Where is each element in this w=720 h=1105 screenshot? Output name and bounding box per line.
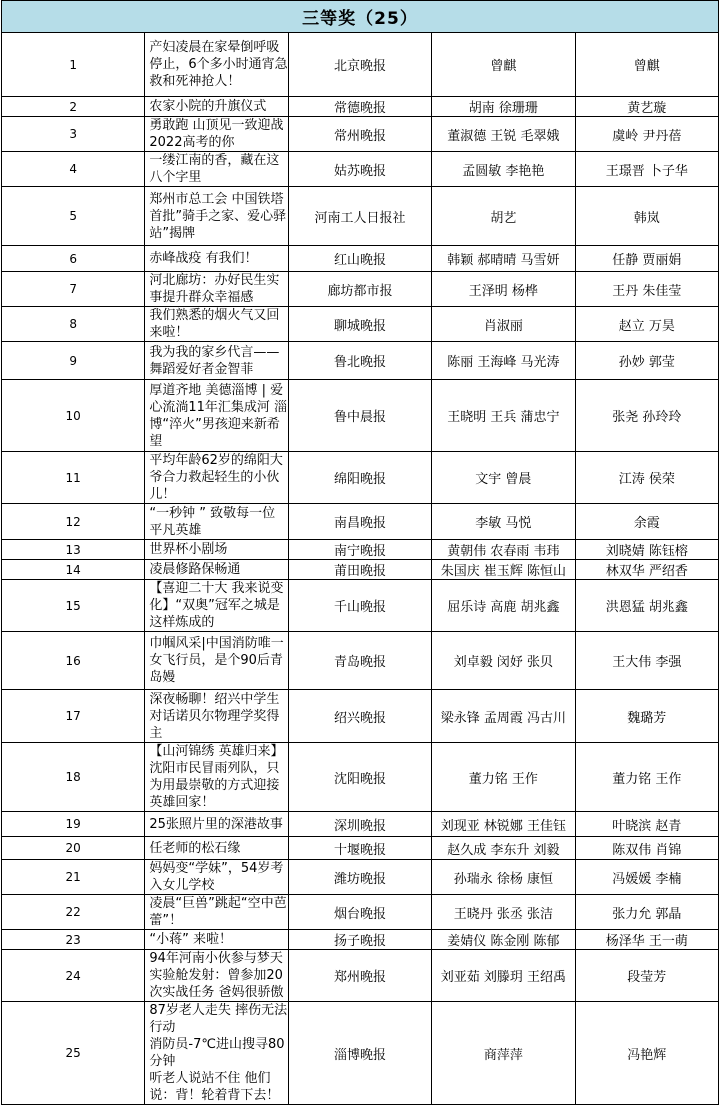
row-editors: 江涛 侯荣 bbox=[618, 472, 675, 487]
row-authors: 刘现亚 林锐娜 王佳钰 bbox=[440, 818, 566, 834]
row-number: 14 bbox=[65, 562, 81, 577]
row-title: 农家小院的升旗仪式 bbox=[149, 99, 267, 114]
row-newspaper: 潍坊晚报 bbox=[333, 871, 386, 887]
table-title: 三等奖（25） bbox=[2, 1, 719, 33]
row-newspaper: 北京晚报 bbox=[333, 59, 386, 74]
row-title: “一秒钟 ” 致敬每一位平凡英雄 bbox=[149, 505, 276, 538]
table-row bbox=[2, 837, 719, 860]
table-row bbox=[2, 117, 719, 152]
row-editors: 黄艺璇 bbox=[627, 101, 667, 116]
row-title: 【喜迎二十大 我来说变化】“双奥”冠军之城是这样炼成的 bbox=[149, 581, 284, 630]
row-editors: 刘晓婧 陈钰榕 bbox=[605, 544, 688, 559]
table-row bbox=[2, 342, 719, 380]
row-editors: 王璟晋 卜子华 bbox=[605, 163, 688, 179]
row-title: 厚道齐地 美德淄博 | 爱心流淌11年汇集成河 淄博“淬火”男孩迎来新希望 bbox=[149, 382, 288, 449]
row-title: 产妇凌晨在家晕倒呼吸停止，6个多小时通宵急救和死神抢人！ bbox=[149, 40, 288, 89]
row-authors: 孙瑞永 徐杨 康恒 bbox=[453, 871, 553, 887]
row-authors: 李敏 马悦 bbox=[475, 516, 532, 531]
row-editors: 余霞 bbox=[633, 516, 660, 531]
row-editors: 叶晓滨 赵青 bbox=[612, 818, 682, 834]
row-editors: 任静 贾丽娟 bbox=[612, 253, 682, 268]
row-editors: 张力允 郭晶 bbox=[612, 906, 682, 922]
row-number: 12 bbox=[65, 514, 81, 529]
row-editors: 魏璐芳 bbox=[627, 710, 667, 726]
row-editors: 陈双伟 肖锦 bbox=[612, 842, 682, 858]
row-newspaper: 沈阳晚报 bbox=[333, 771, 386, 787]
table-row bbox=[2, 152, 719, 187]
table-row bbox=[2, 632, 719, 690]
row-newspaper: 姑苏晚报 bbox=[333, 163, 386, 179]
row-number: 15 bbox=[65, 598, 81, 613]
row-newspaper: 南昌晚报 bbox=[333, 516, 386, 531]
row-title: 25张照片里的深港故事 bbox=[149, 816, 283, 832]
table-row bbox=[2, 860, 719, 895]
row-number: 25 bbox=[65, 1046, 81, 1060]
row-authors: 王泽明 杨桦 bbox=[468, 283, 538, 299]
table-row bbox=[2, 930, 719, 950]
row-authors: 董力铭 王作 bbox=[468, 771, 538, 787]
row-number: 16 bbox=[65, 653, 81, 668]
table-row bbox=[2, 307, 719, 342]
row-number: 19 bbox=[65, 817, 81, 831]
table-row bbox=[2, 272, 719, 307]
row-title: 勇敢跑 山顶见一致迎战2022高考的你 bbox=[149, 118, 284, 150]
row-number: 20 bbox=[65, 841, 81, 855]
row-number: 17 bbox=[65, 709, 81, 723]
row-number: 5 bbox=[69, 209, 78, 223]
row-editors: 段莹芳 bbox=[627, 970, 667, 985]
row-editors: 虞岭 尹丹蓓 bbox=[612, 128, 682, 144]
award-table bbox=[1, 0, 719, 1105]
row-authors: 文宇 曾晨 bbox=[475, 472, 532, 487]
row-newspaper: 烟台晚报 bbox=[333, 906, 386, 922]
row-number: 10 bbox=[65, 408, 81, 423]
row-authors: 董淑德 王锐 毛翠娥 bbox=[447, 128, 560, 144]
row-number: 24 bbox=[65, 968, 81, 983]
row-editors: 王大伟 李强 bbox=[612, 655, 682, 670]
row-newspaper: 红山晚报 bbox=[333, 253, 386, 268]
row-authors: 胡南 徐珊珊 bbox=[468, 101, 538, 116]
table-row bbox=[2, 560, 719, 580]
row-number: 1 bbox=[69, 57, 78, 72]
row-number: 21 bbox=[65, 870, 81, 884]
table-row bbox=[2, 380, 719, 452]
row-newspaper: 聊城晚报 bbox=[333, 318, 386, 334]
row-newspaper: 鲁中晨报 bbox=[333, 410, 386, 425]
row-newspaper: 廊坊都市报 bbox=[327, 283, 393, 299]
row-authors: 刘亚茹 刘滕玥 王绍禹 bbox=[440, 970, 566, 985]
row-title: 我们熟悉的烟火气又回来啦！ bbox=[149, 308, 280, 340]
row-editors: 王丹 朱佳莹 bbox=[612, 283, 682, 299]
row-title: 平均年龄62岁的绵阳大爷合力救起轻生的小伙儿！ bbox=[149, 453, 283, 502]
row-title: 87岁老人走失 摔伤无法行动 消防员-7℃进山搜寻80分钟 听老人说站不住 他们说：背！轮着背下去！ bbox=[149, 1003, 288, 1103]
row-number: 9 bbox=[69, 353, 78, 368]
row-number: 4 bbox=[69, 162, 78, 176]
row-editors: 林双华 严绍香 bbox=[605, 564, 688, 579]
row-authors: 黄朝伟 农春雨 韦玮 bbox=[447, 544, 560, 559]
row-authors: 梁永锋 孟周霞 冯古川 bbox=[440, 710, 566, 726]
row-authors: 韩颖 郝晴晴 马雪妍 bbox=[447, 253, 560, 268]
row-authors: 姜婧仪 陈金刚 陈郁 bbox=[447, 934, 560, 949]
row-newspaper: 莆田晚报 bbox=[333, 564, 386, 579]
row-newspaper: 鲁北晚报 bbox=[333, 355, 386, 370]
row-authors: 孟圆敏 李艳艳 bbox=[462, 163, 545, 179]
row-number: 11 bbox=[65, 470, 81, 485]
row-newspaper: 青岛晚报 bbox=[333, 655, 386, 670]
row-authors: 王晓丹 张丞 张洁 bbox=[453, 906, 553, 922]
row-authors: 刘卓毅 闵妤 张贝 bbox=[453, 655, 553, 670]
row-title: 妈妈变“学妹”，54岁考入女儿学校 bbox=[149, 861, 284, 893]
row-title: 世界杯小剧场 bbox=[149, 542, 228, 557]
row-number: 2 bbox=[69, 99, 78, 114]
row-editors: 赵立 万昊 bbox=[618, 318, 675, 334]
table-row bbox=[2, 690, 719, 743]
row-number: 22 bbox=[65, 905, 81, 919]
row-title: 【山河锦绣 英雄归来】沈阳市民冒雨列队，只为用最崇敬的方式迎接英雄回家！ bbox=[149, 744, 284, 810]
row-title: 我为我的家乡代言——舞蹈爱好者金智菲 bbox=[149, 344, 280, 377]
row-number: 7 bbox=[69, 282, 78, 296]
table-row bbox=[2, 246, 719, 272]
row-authors: 胡艺 bbox=[490, 210, 517, 226]
row-authors: 王晓明 王兵 蒲忠宁 bbox=[447, 410, 560, 425]
row-newspaper: 千山晚报 bbox=[333, 600, 386, 615]
row-title: 郑州市总工会 中国铁塔首批”骑手之家、爱心驿站”揭牌 bbox=[149, 191, 287, 241]
table-row bbox=[2, 187, 719, 246]
row-title: 94年河南小伙参与梦天实验舱发射：曾参加20次实战任务 爸妈很骄傲 bbox=[149, 951, 284, 1000]
row-title: 赤峰战疫 有我们！ bbox=[149, 251, 258, 266]
row-newspaper: 扬子晚报 bbox=[333, 934, 386, 949]
table-row bbox=[2, 743, 719, 812]
table-row bbox=[2, 1002, 719, 1105]
table-row bbox=[2, 895, 719, 930]
row-editors: 冯艳辉 bbox=[627, 1047, 667, 1063]
table-row bbox=[2, 33, 719, 97]
row-authors: 曾麒 bbox=[490, 59, 517, 74]
row-number: 6 bbox=[69, 251, 78, 266]
row-editors: 张尧 孙玲玲 bbox=[612, 410, 682, 425]
row-newspaper: 绵阳晚报 bbox=[333, 472, 386, 487]
table-row bbox=[2, 580, 719, 632]
row-title: 河北廊坊：办好民生实事提升群众幸福感 bbox=[149, 273, 280, 305]
row-authors: 朱国庆 崔玉辉 陈恒山 bbox=[440, 564, 566, 579]
row-title: 深夜畅聊！绍兴中学生对话诺贝尔物理学奖得主 bbox=[149, 691, 280, 741]
row-number: 18 bbox=[65, 770, 81, 784]
row-authors: 屈乐诗 高鹿 胡兆鑫 bbox=[447, 600, 560, 615]
table-row bbox=[2, 812, 719, 837]
row-newspaper: 常州晚报 bbox=[333, 128, 386, 144]
row-editors: 冯媛媛 李楠 bbox=[612, 871, 682, 887]
row-number: 13 bbox=[65, 542, 81, 557]
row-number: 23 bbox=[65, 932, 81, 947]
table-title-row bbox=[2, 1, 719, 33]
row-newspaper: 淄博晚报 bbox=[333, 1047, 386, 1063]
row-newspaper: 深圳晚报 bbox=[333, 818, 386, 834]
row-title: “小蒋” 来啦！ bbox=[149, 932, 232, 947]
row-newspaper: 绍兴晚报 bbox=[333, 710, 386, 726]
row-title: 凌晨“巨兽”跳起“空中芭蕾”！ bbox=[149, 896, 287, 928]
table-row bbox=[2, 540, 719, 560]
table-row bbox=[2, 452, 719, 504]
row-number: 3 bbox=[69, 127, 78, 141]
row-number: 8 bbox=[69, 317, 78, 331]
row-editors: 韩岚 bbox=[633, 210, 660, 226]
row-authors: 陈丽 王海峰 马光涛 bbox=[447, 355, 560, 370]
row-newspaper: 河南工人日报社 bbox=[314, 210, 406, 226]
row-newspaper: 南宁晚报 bbox=[333, 544, 386, 559]
table-row bbox=[2, 504, 719, 540]
row-title: 巾帼风采|中国消防唯一女飞行员，是个90后青岛嫚 bbox=[149, 636, 284, 685]
table-row bbox=[2, 950, 719, 1002]
row-editors: 董力铭 王作 bbox=[612, 771, 682, 787]
row-title: 凌晨修路保畅通 bbox=[149, 562, 241, 577]
table-row bbox=[2, 97, 719, 117]
row-authors: 赵久成 李东升 刘毅 bbox=[447, 842, 560, 858]
row-newspaper: 十堰晚报 bbox=[333, 842, 386, 858]
row-title: 一缕江南的香，藏在这八个字里 bbox=[149, 153, 280, 185]
row-title: 任老师的松石缘 bbox=[149, 840, 241, 856]
row-authors: 商萍萍 bbox=[483, 1047, 523, 1063]
row-editors: 杨泽华 王一萌 bbox=[605, 934, 688, 949]
row-newspaper: 常德晚报 bbox=[333, 101, 386, 116]
row-editors: 曾麒 bbox=[633, 59, 660, 74]
row-editors: 孙妙 郭莹 bbox=[618, 355, 675, 370]
row-newspaper: 郑州晚报 bbox=[333, 970, 386, 985]
row-editors: 洪恩猛 胡兆鑫 bbox=[605, 600, 688, 615]
row-authors: 肖淑丽 bbox=[483, 318, 523, 334]
